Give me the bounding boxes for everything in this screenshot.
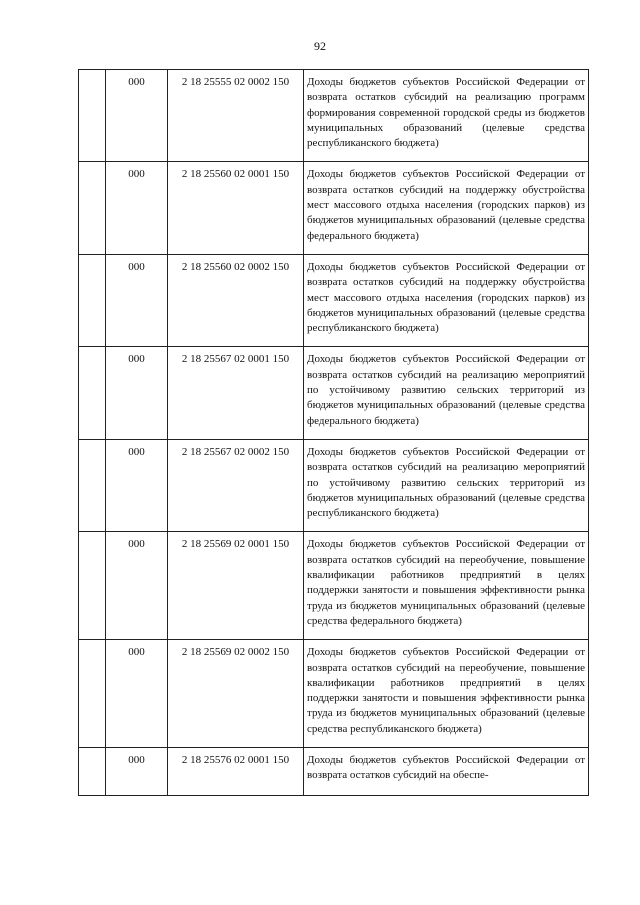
row-number-cell (79, 162, 106, 254)
revenue-description-cell: Доходы бюджетов субъектов Российской Федерации от возврата остатков субсидий на обеспе- (304, 747, 589, 795)
budget-classification-code-cell: 2 18 25567 02 0001 150 (168, 347, 304, 439)
budget-classification-code-cell: 2 18 25555 02 0002 150 (168, 70, 304, 162)
administrator-code-cell: 000 (106, 747, 168, 795)
table-row (79, 640, 589, 748)
administrator-code-cell: 000 (106, 162, 168, 254)
budget-classification-code-cell: 2 18 25560 02 0001 150 (168, 162, 304, 254)
revenue-description-cell: Доходы бюджетов субъектов Российской Федерации от возврата остатков субсидий на реализацию мероприятий по устойчивому развитию сельских территорий из бюджетов муниципальных образований (целевые средства федерального бюджета) (304, 347, 589, 439)
administrator-code-cell: 000 (106, 70, 168, 162)
budget-classification-code-cell: 2 18 25567 02 0002 150 (168, 439, 304, 531)
revenue-description-cell: Доходы бюджетов субъектов Российской Федерации от возврата остатков субсидий на реализацию программ формирования современной городской среды из бюджетов муниципальных образований (целевые средства республиканского бюджета) (304, 70, 589, 162)
administrator-code-cell: 000 (106, 254, 168, 346)
page-number: 92 (314, 39, 326, 53)
row-number-cell (79, 747, 106, 795)
row-number-cell (79, 347, 106, 439)
row-number-cell (79, 439, 106, 531)
revenue-description-cell: Доходы бюджетов субъектов Российской Федерации от возврата остатков субсидий на реализацию мероприятий по устойчивому развитию сельских территорий из бюджетов муниципальных образований (целевые средства республиканского бюджета) (304, 439, 589, 531)
revenue-description-cell: Доходы бюджетов субъектов Российской Федерации от возврата остатков субсидий на переобучение, повышение квалификации работников предприятий в целях поддержки занятости и повышения эффективности рынка труда из бюджетов муниципальных образований (целевые средства федерального бюджета) (304, 532, 589, 640)
table-row (79, 532, 589, 640)
table-row (79, 439, 589, 531)
revenue-description-cell: Доходы бюджетов субъектов Российской Федерации от возврата остатков субсидий на поддержку обустройства мест массового отдыха населения (городских парков) из бюджетов муниципальных образований (целевые средства республиканского бюджета) (304, 254, 589, 346)
administrator-code-cell: 000 (106, 347, 168, 439)
table-row (79, 162, 589, 254)
administrator-code-cell: 000 (106, 640, 168, 748)
revenue-description-cell: Доходы бюджетов субъектов Российской Федерации от возврата остатков субсидий на переобучение, повышение квалификации работников предприятий в целях поддержки занятости и повышения эффективности рынка труда из бюджетов муниципальных образований (целевые средства республиканского бюджета) (304, 640, 589, 748)
table-row (79, 347, 589, 439)
budget-revenue-table (78, 69, 589, 796)
budget-classification-code-cell: 2 18 25560 02 0002 150 (168, 254, 304, 346)
table-row (79, 70, 589, 162)
administrator-code-cell: 000 (106, 439, 168, 531)
row-number-cell (79, 640, 106, 748)
table-row (79, 747, 589, 795)
budget-classification-code-cell: 2 18 25569 02 0001 150 (168, 532, 304, 640)
table-row (79, 254, 589, 346)
budget-classification-code-cell: 2 18 25576 02 0001 150 (168, 747, 304, 795)
row-number-cell (79, 70, 106, 162)
administrator-code-cell: 000 (106, 532, 168, 640)
revenue-description-cell: Доходы бюджетов субъектов Российской Федерации от возврата остатков субсидий на поддержку обустройства мест массового отдыха населения (городских парков) из бюджетов муниципальных образований (целевые средства федерального бюджета) (304, 162, 589, 254)
row-number-cell (79, 532, 106, 640)
budget-classification-code-cell: 2 18 25569 02 0002 150 (168, 640, 304, 748)
row-number-cell (79, 254, 106, 346)
